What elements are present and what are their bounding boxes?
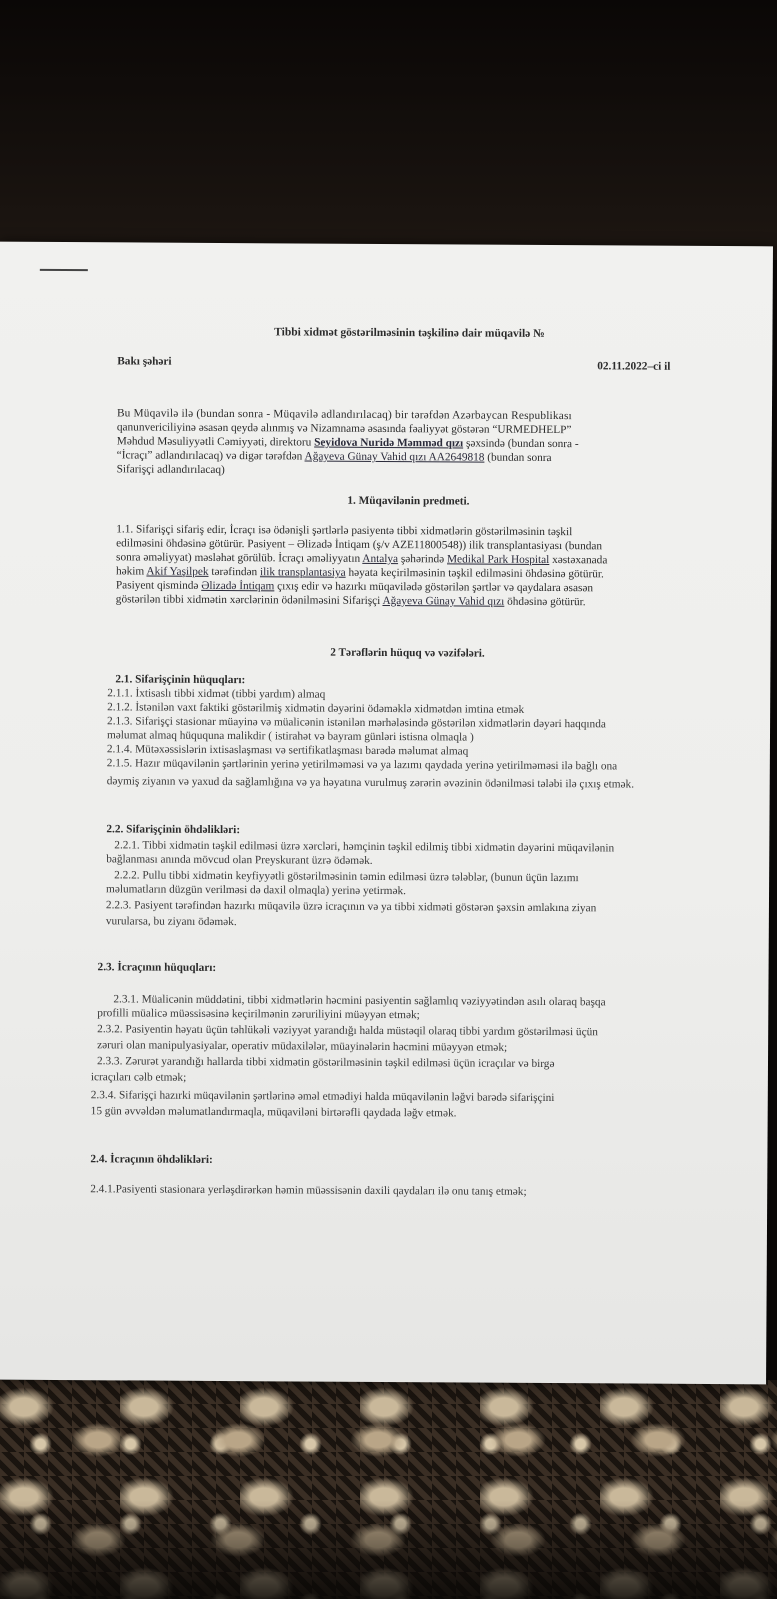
director-name: Seyidova Nuridə Məmməd qızı [314,436,464,450]
intro-line-4-a: “İcraçı” adlandırılacaq) və digər tərəfdən [116,449,305,463]
s1-line-5-b: çıxış edir və hazırkı müqavilədə göstərilən şərtlər və qaydalara əsasən [274,580,594,595]
item-2-1-3-b: məlumat almaq hüququna malikdir ( istirahət və bayram günləri istisna olmaqla ) [106,729,474,744]
sub-2-3-heading: 2.3. İcraçının hüquqları: [97,961,217,974]
doctor-name: Akif Yaşilpek [146,565,209,578]
item-2-3-3-a: 2.3.3. Zərurət yarandığı hallarda tibbi xidmətin göstərilməsinin təşkil edilməsi üçün icraçılar və birgə [96,1055,555,1071]
s1-line-6-b: öhdəsinə götürür. [504,595,586,609]
section-1-heading: 1. Müqavilənin predmeti. [347,494,470,508]
item-2-2-3-b: vurularsa, bu ziyanı ödəmək. [105,915,237,929]
section-2-heading: 2 Tərəflərin hüquq və vəzifələri. [330,646,485,660]
s1-line-6 [116,592,586,609]
city-label: Bakı şəhəri [117,355,172,368]
edge-mark [40,269,88,271]
contract-page [0,242,773,1385]
item-2-3-3-b: icraçıları cəlb etmək; [90,1071,187,1084]
item-2-3-2-b: zəruri olan manipulyasiyalar, operativ müdaxilələr, müayinələrin həcmini müəyyən etmək; [97,1039,508,1054]
s1-line-4-b: tərəfindən [208,565,261,579]
intro-line-1: Bu Müqavilə ilə (bundan sonra - Müqavilə adlandırılacaq) bir tərəfdən Azərbaycan Respublikası [116,407,572,423]
sub-2-2-heading: 2.2. Sifarişçinin öhdəlikləri: [106,823,241,837]
fabric-shadow [0,1500,777,1599]
sub-2-1-heading: 2.1. Sifarişçinin hüquqları: [115,673,246,687]
s1-line-3-c: xəstəxanada [549,554,608,567]
s1-line-4-c: həyata keçirilməsinin təşkil edilməsini öhdəsinə götürür. [345,566,604,581]
item-2-3-4-b: 15 gün əvvəldən məlumatlandırmaqla, müqaviləni birtərəfli qaydada ləğv etmək. [90,1105,457,1120]
intro-line-2: qanunvericiliyinə əsasən qeydə alınmış və Nizamnamə əsasında fəaliyyət göstərən “URMEDHELP” [116,421,572,437]
s1-line-6-a: göstərilən tibbi xidmətin xərclərinin ödənilməsini Sifarişçi [115,593,383,607]
item-2-2-1-a: 2.2.1. Tibbi xidmətin təşkil edilməsi üzrə xərcləri, həmçinin təşkil edilmiş tibbi xidmətin dəyərini müqavilənin [114,839,615,855]
s1-line-5-a: Pasiyent qismində [115,579,202,592]
intro-line-3-a: Məhdud Məsuliyyətli Cəmiyyəti, direktoru [116,435,315,449]
s1-line-3-b: şəhərində [398,553,448,566]
s1-line-3-a: sonra əməliyyat) məsləhət görülüb. İcraçı əməliyyatın [116,551,363,565]
intro-line-4-b: (bundan sonra [484,451,552,465]
item-2-2-2-b: məlumatların düzgün verilməsi də daxil olmaqla) yerinə yetirmək. [106,883,406,898]
item-2-3-4-a: 2.3.4. Sifarişçi hazırki müqavilənin şərtlərinə əməl etmədiyi halda müqavilənin ləğvi barədə sifarişçini [90,1089,555,1105]
contract-title: Tibbi xidmət göstərilməsinin təşkilinə dair müqavilə № [274,326,545,340]
item-2-3-1-b: profilli müalicə müəssisəsinə keçirilmənin zəruriliyini müəyyən etmək; [97,1007,420,1022]
item-2-3-2-a: 2.3.2. Pasiyentin həyatı üçün təhlükəli vəziyyət yarandığı halda müstəqil olaraq tibbi yardım göstərilməsi üçün [97,1023,598,1039]
item-2-4-1: 2.4.1.Pasiyenti stasionara yerləşdirərkən həmin müəssisənin daxili qaydaları ilə onu tanış etmək; [90,1183,527,1198]
intro-line-3-b: şəxsində (bundan sonra - [463,437,579,451]
item-2-2-1-b: bağlanması anında mövcud olan Preyskurant üzrə ödəmək. [106,853,373,867]
dark-background-top [0,0,777,260]
item-2-1-2: 2.1.2. İstənilən vaxt faktiki göstərilmiş xidmətin dəyərini ödəməklə xidmətdən imtina etmək [107,701,525,716]
item-2-2-2-a: 2.2.2. Pullu tibbi xidmətin keyfiyyətli göstərilməsinin təmin edilməsi üzrə tələblər, (bunun üçün lazımı [114,869,579,885]
procedure-name: ilik transplantasiya [259,566,346,579]
item-2-3-1-a: 2.3.1. Müalicənin müddətini, tibbi xidmətlərin həcmini pasiyentin sağlamlıq vəziyyətindən asılı olaraq başqa [113,993,606,1009]
item-2-1-5-b: dəymiş ziyanın və yaxud da sağlamlığına və ya həyatına vurulmuş zərərin əvəzinin ödənilməsi tələbi ilə çıxış etmək. [106,775,635,791]
item-2-1-5-a: 2.1.5. Hazır müqavilənin şərtlərinin yerinə yetirilməməsi və ya lazımı qaydada yerinə yetirilməməsi ilə bağlı ona [106,757,618,773]
s1-line-1: 1.1. Sifarişçi sifariş edir, İcraçı isə ödənişli şərtlərlə pasiyentə tibbi xidmətlərin göstərilməsinin təşkil [116,523,573,539]
sub-2-4-heading: 2.4. İcraçının öhdəlikləri: [90,1153,213,1166]
contract-date: 02.11.2022–ci il [597,360,671,373]
item-2-1-4: 2.1.4. Mütəxəssislərin ixtisaslaşması və sertifikatlaşması barədə məlumat almaq [106,743,469,758]
s1-line-2: edilməsini öhdəsinə götürür. Pasiyent – Əlizadə İntiqam (ş/v AZE11800548)) ilik transplantasiyası (bundan [116,537,603,553]
item-2-2-3-a: 2.2.3. Pasiyent tərəfindən hazırkı müqavilə üzrə icraçının və ya tibbi xidməti göstərən şəxsin əmlakına ziyan [105,899,597,915]
patient-name: Əlizadə İntiqam [201,579,275,593]
hospital-name: Medikal Park Hospital [446,553,550,567]
item-2-1-1: 2.1.1. İxtisaslı tibbi xidmət (tibbi yardım) almaq [107,687,326,701]
item-2-1-3-a: 2.1.3. Sifarişçi stasionar müayinə və müalicənin istənilən mərhələsində göstərilən xidmətlərin dəyəri haqqında [107,715,606,731]
payer-name: Ağayeva Günay Vahid qızı [382,594,505,608]
city-antalya: Antalya [362,552,399,566]
client-name: Ağayeva Günay Vahid qızı AA2649818 [304,450,485,464]
intro-line-5: Sifarişçi adlandırılacaq) [116,463,225,477]
s1-line-4-a: həkim [115,565,147,578]
